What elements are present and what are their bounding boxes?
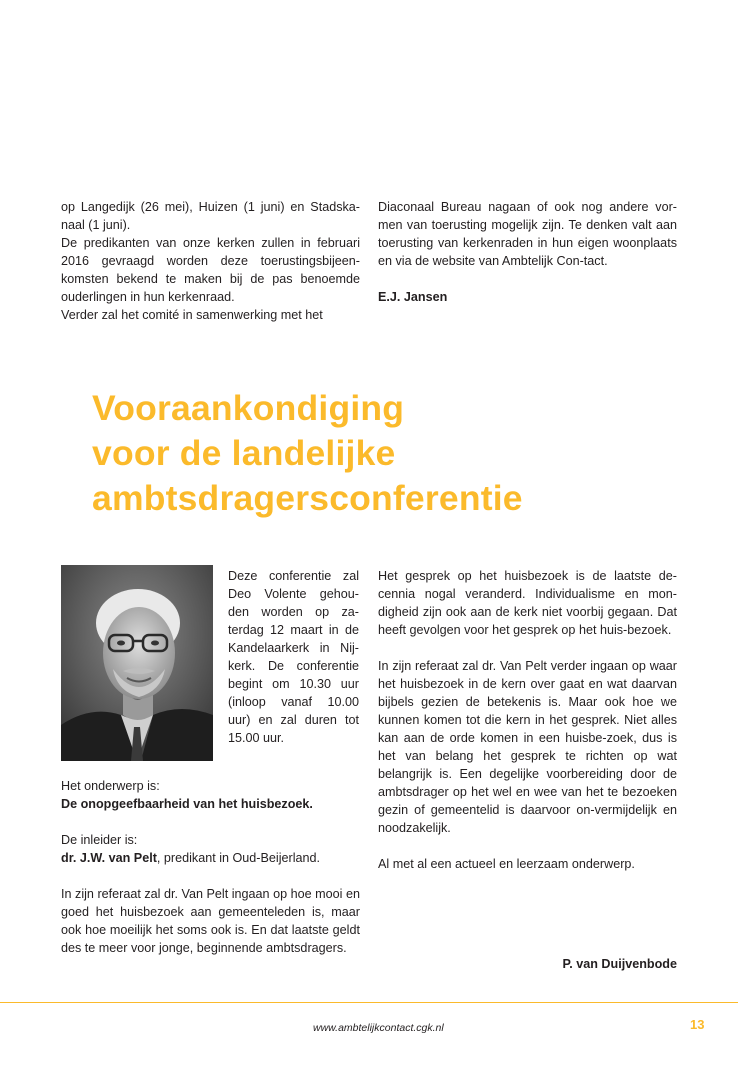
article-headline [92,386,523,521]
speaker-line [61,849,360,867]
headline-line-2: voor de landelijke [92,433,396,473]
paragraph: In zijn referaat zal dr. Van Pelt ingaan op hoe mooi en goed het huisbezoek aan gemeenteleden is, maar ook hoe moeilijk het soms ook is. En dat laatste geldt des te meer voor jonge, beginnende ambtsdragers. [61,887,360,955]
portrait-illustration [61,565,213,761]
paragraph: In zijn referaat zal dr. Van Pelt verder ingaan op waar het huisbezoek in de kern over gaat en wat daarvan bijbels gezien de betekenis is. Maar ook hoe we kunnen komen tot die kern in het gesprek. Niet alles kan aan de orde komen in een huisbe-zoek, dus is het van belang het gesprek te richten op wat belangrijk is. Een degelijke voorbereiding door de ambtsdrager op het wel en wee van het te bezoeken gezin of gemeentelid is daarvoor on-vermijdelijk en noodzakelijk. [378,659,677,835]
top-right-column [378,198,677,306]
footer-url[interactable]: www.ambtelijkcontact.cgk.nl [313,1022,444,1034]
speaker-portrait-photo [61,565,213,761]
topic-label: Het onderwerp is: [61,779,160,793]
footer-divider [0,1002,738,1003]
signature-van-duijvenbode: P. van Duijvenbode [562,957,677,971]
intro-beside-photo [228,567,359,747]
paragraph: Het gesprek op het huisbezoek is de laatste de-cennia nogal veranderd. Individualisme en mon-digheid zijn ook aan de kerk niet voorbij gegaan. Dat heeft gevolgen voor het gesprek op het huis-bezoek. [378,569,677,637]
paragraph: Deze conferentie zal Deo Volente gehou-den worden op za-terdag 12 maart in de Kandelaarkerk in Nij-kerk. De conferentie begint om 10.30 uur (inloop vanaf 10.00 uur) en zal duren tot 15.00 uur. [228,569,359,745]
paragraph: op Langedijk (26 mei), Huizen (1 juni) en Stadska-naal (1 juni). [61,200,360,232]
paragraph: De predikanten van onze kerken zullen in februari 2016 gevraagd worden deze toerustingsbijeen-komsten bekend te maken bij de pas benoemde ouderlingen in hun kerkenraad. [61,236,360,304]
article-left-column [61,777,360,957]
page-number: 13 [690,1017,705,1032]
speaker-role: , predikant in Oud-Beijerland. [156,851,321,865]
topic-title: De onopgeefbaarheid van het huisbezoek. [61,797,313,811]
article-right-column [378,567,677,873]
signature-jansen: E.J. Jansen [378,290,448,304]
speaker-label: De inleider is: [61,833,138,847]
paragraph: Verder zal het comité in samenwerking met het [61,308,323,322]
top-left-column [61,198,360,324]
headline-line-1: Vooraankondiging [92,388,405,428]
paragraph: Diaconaal Bureau nagaan of ook nog andere vor-men van toerusting mogelijk zijn. Te denken valt aan toerusting van kerkenraden in hun eigen woonplaats en via de website van Ambtelijk Con-tact. [378,200,677,268]
headline-line-3: ambtsdragersconferentie [92,478,523,518]
speaker-name: dr. J.W. van Pelt [61,851,157,865]
paragraph: Al met al een actueel en leerzaam onderwerp. [378,857,635,871]
